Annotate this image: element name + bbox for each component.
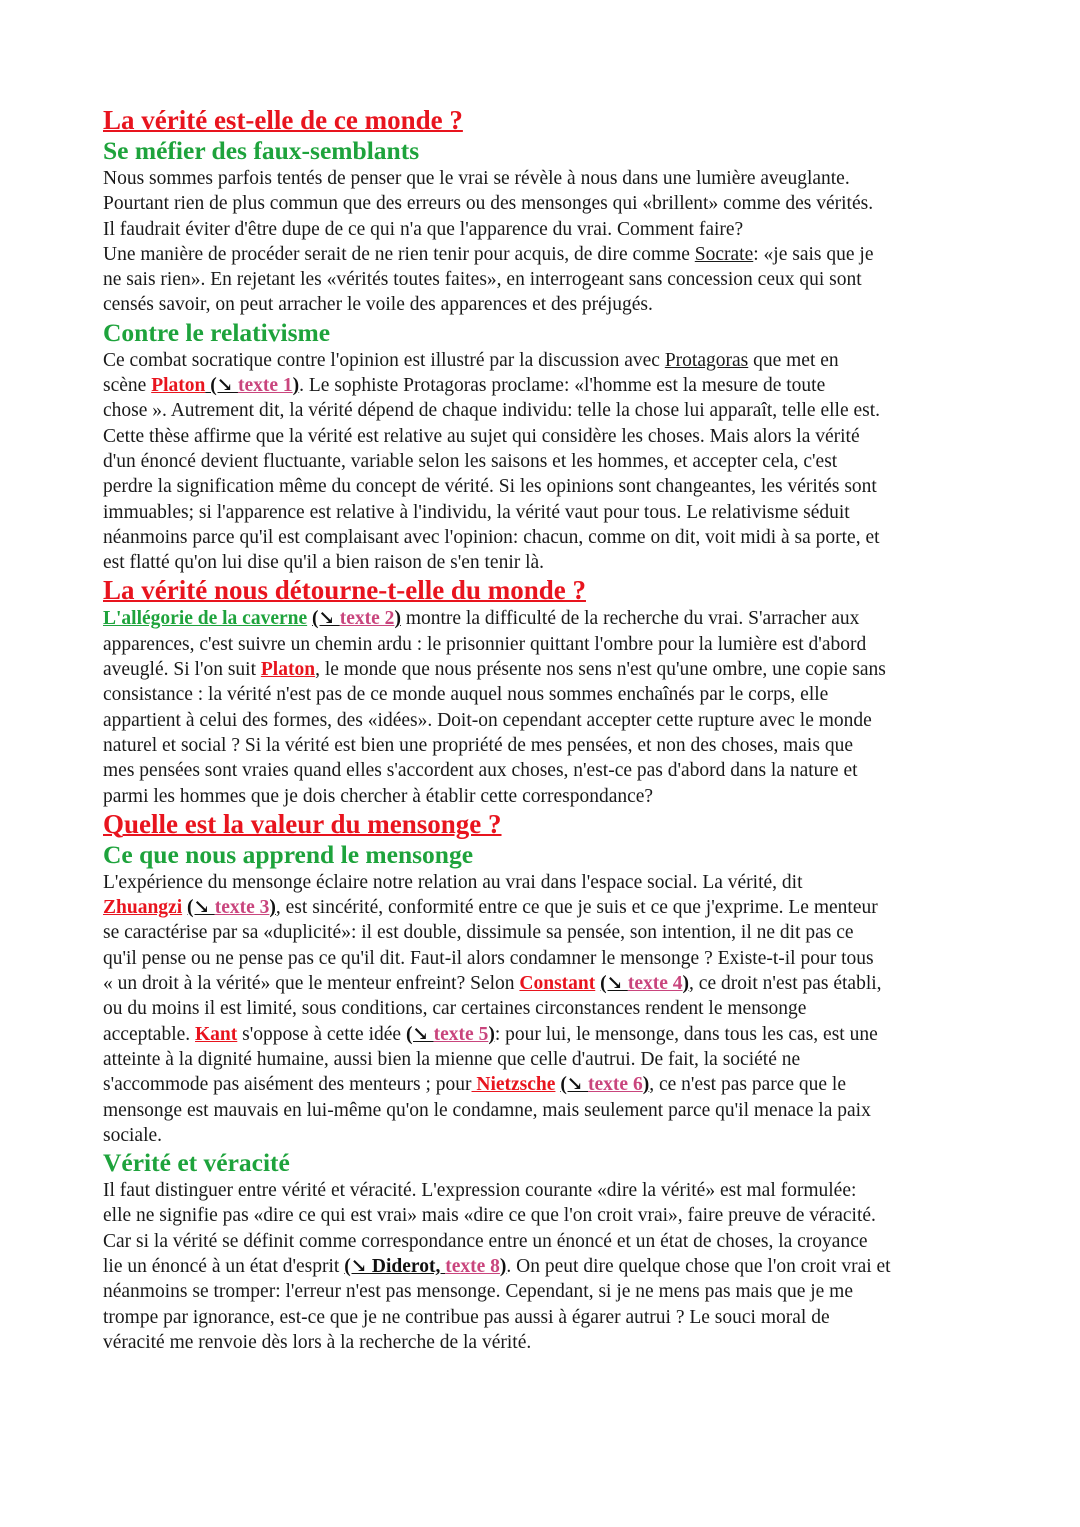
paragraph-line [103, 166, 1003, 191]
paragraph-line [103, 758, 1003, 783]
reference-bracket: ) [642, 1074, 650, 1096]
text-reference-link[interactable]: texte 3 [214, 897, 270, 919]
reference-bracket: (↘ [560, 1074, 589, 1096]
paragraph-line [103, 398, 1003, 423]
reference-bracket: ) [394, 608, 401, 630]
text-run: lie un énoncé à un état d'esprit [103, 1255, 345, 1277]
text-run: L'expérience du mensonge éclaire notre relation au vrai dans l'espace social. La vérité, dit [103, 871, 803, 893]
paragraph-line [103, 348, 1003, 373]
text-reference-link[interactable]: texte 4 [627, 973, 683, 995]
text-run: Une manière de procéder serait de ne rien tenir pour acquis, de dire comme [103, 243, 695, 265]
subsection-title: Ce que nous apprend le mensonge [103, 839, 474, 869]
section-title: La vérité est-elle de ce monde ? [103, 105, 463, 135]
text-run: Il faut distinguer entre vérité et véracité. L'expression courante «dire la vérité» est mal formulée: [103, 1180, 857, 1202]
text-run: s'accommode pas aisément des menteurs ; pour [103, 1074, 472, 1096]
text-run: que met en [748, 349, 839, 371]
text-run: néanmoins se tromper: l'erreur n'est pas mensonge. Cependant, si je ne mens pas mais que je me [103, 1281, 853, 1303]
text-run: montre la difficulté de la recherche du vrai. S'arracher aux [400, 608, 860, 630]
paragraph-line [103, 1203, 1003, 1228]
underlined-term: Protagoras [664, 349, 749, 371]
text-run: . On peut dire quelque chose que l'on croit vrai et [506, 1255, 891, 1277]
text-run: s'oppose à cette idée [237, 1023, 406, 1045]
text-run: véracité me renvoie dès lors à la recherche de la vérité. [103, 1331, 532, 1353]
text-run: mensonge est mauvais en lui-même qu'on le condamne, mais seulement parce qu'il menace la paix [103, 1099, 871, 1121]
text-run: chose ». Autrement dit, la vérité dépend de chaque individu: telle la chose lui apparaît, telle elle est. [103, 400, 881, 422]
reference-bracket: ) [499, 1255, 507, 1277]
text-run: consistance : la vérité n'est pas de ce monde auquel nous sommes enchaînés par le corps, elle [103, 684, 829, 706]
reference-bracket: ) [269, 897, 276, 919]
paragraph-line [103, 267, 1003, 292]
text-run: elle ne signifie pas «dire ce qui est vrai» mais «dire ce que l'on croit vrai», faire preuve de véracité. [103, 1205, 876, 1227]
paragraph-line [103, 1047, 1003, 1072]
text-run: appartient à celui des formes, des «idées». Doit-on cependant accepter cette rupture avec le monde [103, 709, 872, 731]
text-run: Car si la vérité se définit comme correspondance entre un énoncé et un état de choses, la croyance [103, 1230, 868, 1252]
paragraph-line [103, 449, 1003, 474]
paragraph-line [103, 708, 1003, 733]
paragraph-line [103, 1072, 1003, 1097]
section-title: Quelle est la valeur du mensonge ? [103, 808, 502, 839]
underlined-term: Socrate [694, 243, 754, 265]
author-name: Constant [519, 973, 596, 995]
text-run: , ce n'est pas parce que le [649, 1074, 847, 1096]
reference-bracket: (↘ Diderot, [344, 1255, 446, 1277]
paragraph-line [103, 550, 1003, 575]
text-run: . Le sophiste Protagoras proclame: «l'homme est la mesure de toute [299, 375, 826, 397]
reference-bracket: (↘ [312, 608, 340, 630]
text-run: perdre la signification même du concept de vérité. Si les opinions sont changeantes, les vérités sont [103, 476, 877, 498]
paragraph-line [103, 657, 1003, 682]
paragraph-line [103, 1305, 1003, 1330]
text-run: immuables; si l'apparence est relative à l'individu, la vérité vaut pour tous. Le relativisme séduit [103, 501, 850, 523]
text-run: néanmoins parce qu'il est complaisant avec l'opinion: chacun, comme on dit, voit midi à sa porte, et [103, 526, 880, 548]
text-run: parmi les hommes que je dois chercher à établir cette correspondance? [103, 785, 654, 807]
paragraph-line [103, 217, 1003, 242]
paragraph-line [103, 632, 1003, 657]
paragraph-line [103, 1330, 1003, 1355]
subsection-title: Vérité et véracité [103, 1148, 290, 1178]
text-run: ne sais rien». En rejetant les «vérités toutes faites», en interrogeant sans concession ceux qui sont [103, 269, 862, 291]
paragraph-line [103, 1098, 1003, 1123]
text-run: , le monde que nous présente nos sens n'est qu'une ombre, une copie sans [315, 659, 886, 681]
text-run: ou du moins il est limité, sous conditions, car certaines circonstances rendent le mensonge [103, 998, 807, 1020]
author-name: Platon [151, 375, 206, 397]
text-run: , ce droit n'est pas établi, [689, 973, 882, 995]
text-run: qu'il pense ou ne pense pas ce qu'il dit. Faut-il alors condamner le mensonge ? Existe-t-il pour tous [103, 947, 874, 969]
paragraph-line [103, 1254, 1003, 1279]
text-run: aveuglé. Si l'on suit [103, 659, 261, 681]
paragraph-line [103, 1279, 1003, 1304]
paragraph-line [103, 242, 1003, 267]
paragraph-line [103, 500, 1003, 525]
text-run: Nous sommes parfois tentés de penser que le vrai se révèle à nous dans une lumière aveuglante. [103, 168, 850, 189]
key-concept: L'allégorie de la caverne [103, 608, 308, 630]
text-run: Pourtant rien de plus commun que des erreurs ou des mensonges qui «brillent» comme des vérités. [103, 193, 874, 215]
paragraph-line [103, 946, 1003, 971]
paragraph-line [103, 292, 1003, 317]
author-name: Nietzsche [471, 1074, 556, 1096]
reference-bracket: ) [682, 973, 690, 995]
text-run: , est sincérité, conformité entre ce que je suis et ce que j'exprime. Le menteur [275, 897, 878, 919]
text-run: se caractérise par sa «duplicité»: il est double, dissimule sa pensée, son intention, il ne dit pas ce [103, 922, 854, 944]
text-run: naturel et social ? Si la vérité est bien une propriété de mes pensées, et non des choses, mais que [103, 734, 853, 756]
paragraph-line [103, 424, 1003, 449]
paragraph-line [103, 1022, 1003, 1047]
text-run: sociale. [103, 1124, 163, 1146]
paragraph-line [103, 971, 1003, 996]
text-run: : pour lui, le mensonge, dans tous les cas, est une [494, 1023, 878, 1045]
subsection-title: Se méfier des faux-semblants [103, 136, 420, 165]
text-run: censés savoir, on peut arracher le voile des apparences et des préjugés. [103, 294, 653, 316]
text-run: Cette thèse affirme que la vérité est relative au sujet qui considère les choses. Mais alors la vérité [103, 425, 860, 447]
text-run: Ce combat socratique contre l'opinion est illustré par la discussion avec [103, 349, 665, 371]
text-run: acceptable. [103, 1023, 196, 1045]
text-run: d'un énoncé devient fluctuante, variable selon les saisons et les hommes, et accepter cela, c'est [103, 450, 838, 472]
paragraph-line [103, 1178, 1003, 1203]
reference-bracket: (↘ [187, 897, 215, 919]
text-reference-link[interactable]: texte 8 [445, 1255, 500, 1277]
text-run: trompe par ignorance, est-ce que je ne contribue pas aussi à égarer autrui ? Le souci moral de [103, 1306, 830, 1328]
paragraph-line [103, 920, 1003, 945]
text-run: mes pensées sont vraies quand elles s'accordent aux choses, n'est-ce pas d'abord dans la nature et [103, 760, 858, 782]
text-run: « un droit à la vérité» que le menteur enfreint? Selon [103, 973, 520, 995]
text-run: atteinte à la dignité humaine, aussi bien la mienne que celle d'autrui. De fait, la société ne [103, 1048, 801, 1070]
document-body [103, 105, 1003, 1355]
text-run: : «je sais que je [753, 243, 874, 265]
paragraph-line [103, 525, 1003, 550]
text-run: apparences, c'est suivre un chemin ardu : le prisonnier quittant l'ombre pour la lumière est d'abord [103, 633, 867, 655]
reference-bracket: (↘ [600, 973, 628, 995]
paragraph-line [103, 682, 1003, 707]
text-run: est flatté qu'on lui dise qu'il a bien raison de s'en tenir là. [103, 552, 545, 574]
paragraph-line [103, 870, 1003, 895]
paragraph-line [103, 191, 1003, 216]
paragraph-line [103, 606, 1003, 631]
text-reference-link[interactable]: texte 6 [588, 1074, 643, 1096]
paragraph-line [103, 373, 1003, 398]
paragraph-line [103, 733, 1003, 758]
paragraph-line [103, 895, 1003, 920]
reference-bracket: ) [488, 1023, 495, 1045]
text-reference-link[interactable]: texte 2 [339, 608, 395, 630]
author-name: Kant [195, 1023, 238, 1045]
author-name: Platon [260, 659, 316, 681]
text-run: scène [103, 375, 152, 397]
reference-bracket: ) [292, 375, 300, 397]
author-name: Zhuangzi [103, 897, 183, 919]
reference-bracket: (↘ [405, 1023, 434, 1045]
paragraph-line [103, 1123, 1003, 1148]
section-title: La vérité nous détourne-t-elle du monde ? [103, 575, 586, 606]
text-run: Il faudrait éviter d'être dupe de ce qui n'a que l'apparence du vrai. Comment faire? [103, 218, 744, 240]
paragraph-line [103, 784, 1003, 809]
subsection-title: Contre le relativisme [103, 317, 331, 347]
reference-bracket: (↘ [205, 375, 238, 397]
paragraph-line [103, 474, 1003, 499]
paragraph-line [103, 1229, 1003, 1254]
text-reference-link[interactable]: texte 5 [433, 1023, 489, 1045]
text-reference-link[interactable]: texte 1 [237, 375, 293, 397]
paragraph-line [103, 996, 1003, 1021]
